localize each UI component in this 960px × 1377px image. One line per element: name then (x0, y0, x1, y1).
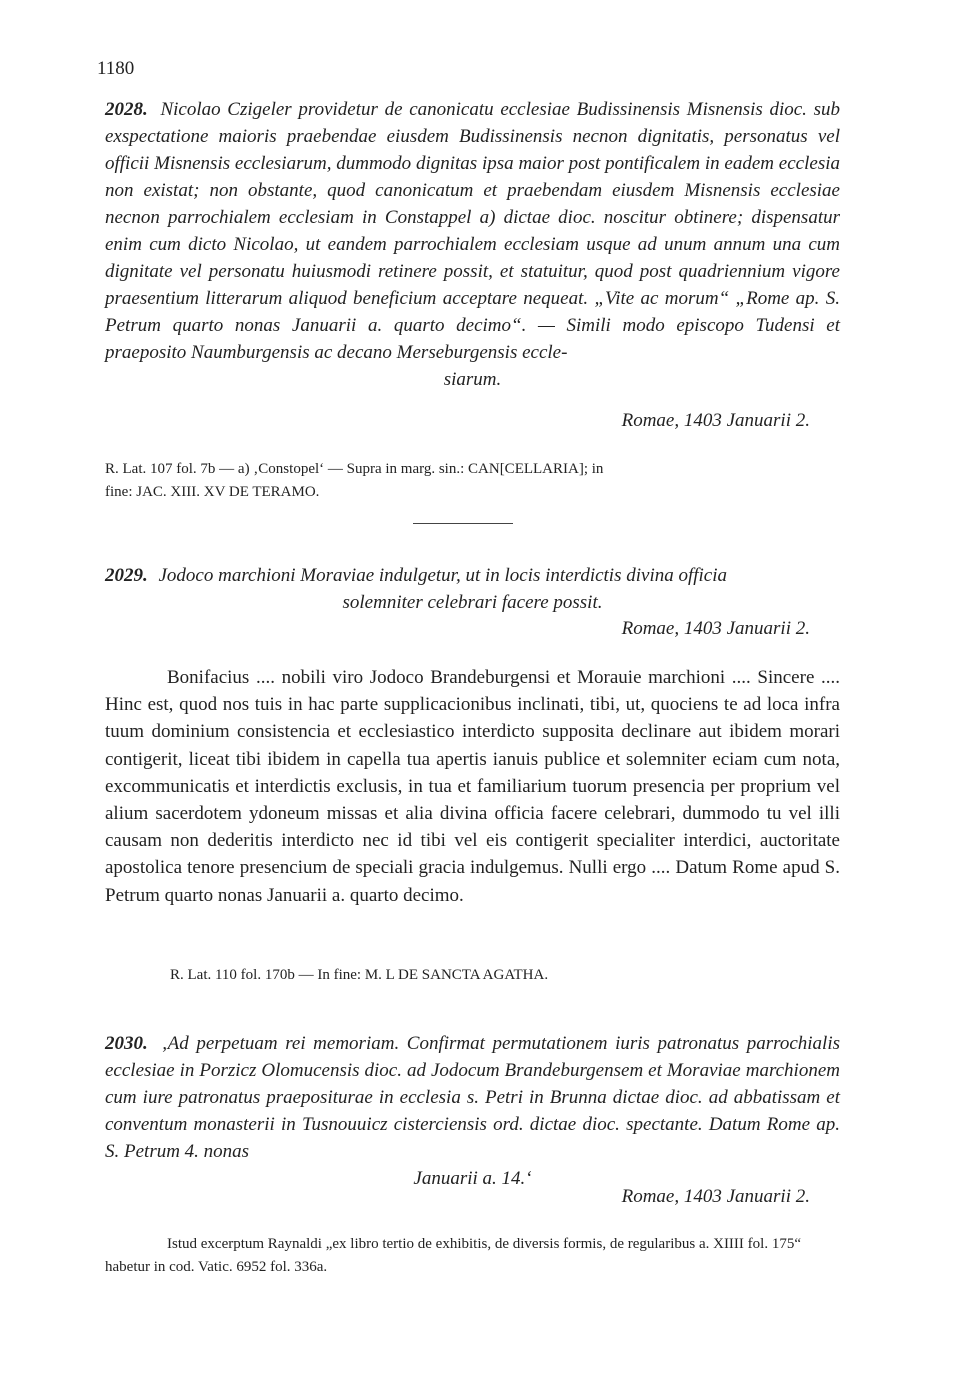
entry-2030-summary (105, 1030, 840, 1192)
entry-2028-note (105, 458, 840, 504)
entry-2029-body (105, 664, 840, 909)
entry-2030-number: 2030. (105, 1033, 148, 1054)
entry-2028-summary (105, 96, 840, 393)
entry-2030-date: Romae, 1403 Januarii 2. (621, 1186, 810, 1207)
entry-2028-date: Romae, 1403 Januarii 2. (621, 410, 810, 431)
entry-2028-note-line2: fine: JAC. XIII. XV DE TERAMO. (105, 484, 320, 500)
entry-2029-body-text: Bonifacius .... nobili viro Jodoco Brandeburgensi et Morauie marchioni .... Sincere .... Hinc est, quod nos tuis in hac parte supplicacionibus inclinati, tibi, ut, quociens te ad loca infra tuum dominium consistencia et ecclesiastico interdicto supposita declinare aut ibidem morari contigerit, liceat tibi ibidem in capella tua apertis ianuis publice et solemniter eciam cum nota, excommunicatis et interdictis exclusis, in tua et familiarium tuorum presencia per proprium vel alium sacerdotem ydoneum missas et alia divina officia facere celebrari, dummodo tu vel illi causam non dederitis interdicto nec id tibi vel eis contigerit specialiter interdici, auctoritate apostolica tenore presencium de speciali gracia indulgemus. Nulli ergo .... Datum Rome apud S. Petrum quarto nonas Januarii a. quarto decimo. (105, 667, 840, 906)
entry-2029-note: R. Lat. 110 fol. 170b — In fine: M. L DE SANCTA AGATHA. (170, 967, 549, 983)
entry-2029-date: Romae, 1403 Januarii 2. (621, 618, 810, 639)
page-number: 1180 (97, 58, 135, 79)
entry-2029-number: 2029. (105, 565, 148, 586)
entry-2029-text: Jodoco marchioni Moraviae indulgetur, ut in locis interdictis divina officia (158, 565, 728, 586)
entry-2030-text: ‚Ad perpetuam rei memoriam. Confirmat permutationem iuris patronatus parrochialis ecclesiae in Porzicz Olomucensis dioc. ad Jodocum Brandeburgensem et Moraviae marchionem cum iure patronatus praepositurae in ecclesia s. Petri in Brunna dictae dioc. ad abbatissam et conventum monasterii in Tusnouuicz cisterciensis ord. dictae dioc. spectante. Datum Rome ap. S. Petrum 4. nonas (105, 1033, 841, 1162)
entry-2029-text-last: solemniter celebrari facere possit. (342, 592, 603, 613)
entry-2029-summary (105, 562, 840, 616)
entry-2028-note-line1: R. Lat. 107 fol. 7b — a) ‚Constopel‘ — Supra in marg. sin.: CAN[CELLARIA]; in (105, 461, 604, 477)
entry-2030-text-last: Januarii a. 14.‘ (413, 1168, 532, 1189)
entry-2030-note (105, 1233, 840, 1279)
section-divider (413, 523, 513, 524)
entry-2028-text: Nicolao Czigeler providetur de canonicatu ecclesiae Budissinensis Misnensis dioc. sub exspectatione maioris praebendae eiusdem Budissinensis necnon dignitatis, personatus vel officii Misnensis ecclesiarum, dummodo dignitas ipsa maior post pontificalem in eadem ecclesia non existat; non obstante, quod canonicatum et praebendam eiusdem Misnensis ecclesiae necnon parrochialem ecclesiam in Constappel a) dictae dioc. noscitur obtinere; dispensatur enim cum dicto Nicolao, ut eandem parrochialem ecclesiam usque ad unum annum una cum dignitate vel personatu huiusmodi retinere possit, et statuitur, quod post quadriennium vigore praesentium litterarum aliquod beneficium acceptare nequeat. „Vite ac morum“ „Rome ap. S. Petrum quarto nonas Januarii a. quarto decimo“. — Simili modo episcopo Tudensi et praeposito Naumburgensis ac decano Merseburgensis eccle- (105, 99, 841, 363)
entry-2030 (105, 1030, 840, 1192)
entry-2028-number: 2028. (105, 99, 148, 120)
entry-2028 (105, 96, 840, 393)
entry-2030-note-text: Istud excerptum Raynaldi „ex libro tertio de exhibitis, de diversis formis, de regularibus a. XIIII fol. 175“ habetur in cod. Vatic. 6952 fol. 336a. (105, 1236, 801, 1275)
entry-2028-text-last: siarum. (443, 369, 502, 390)
entry-2029 (105, 562, 840, 616)
